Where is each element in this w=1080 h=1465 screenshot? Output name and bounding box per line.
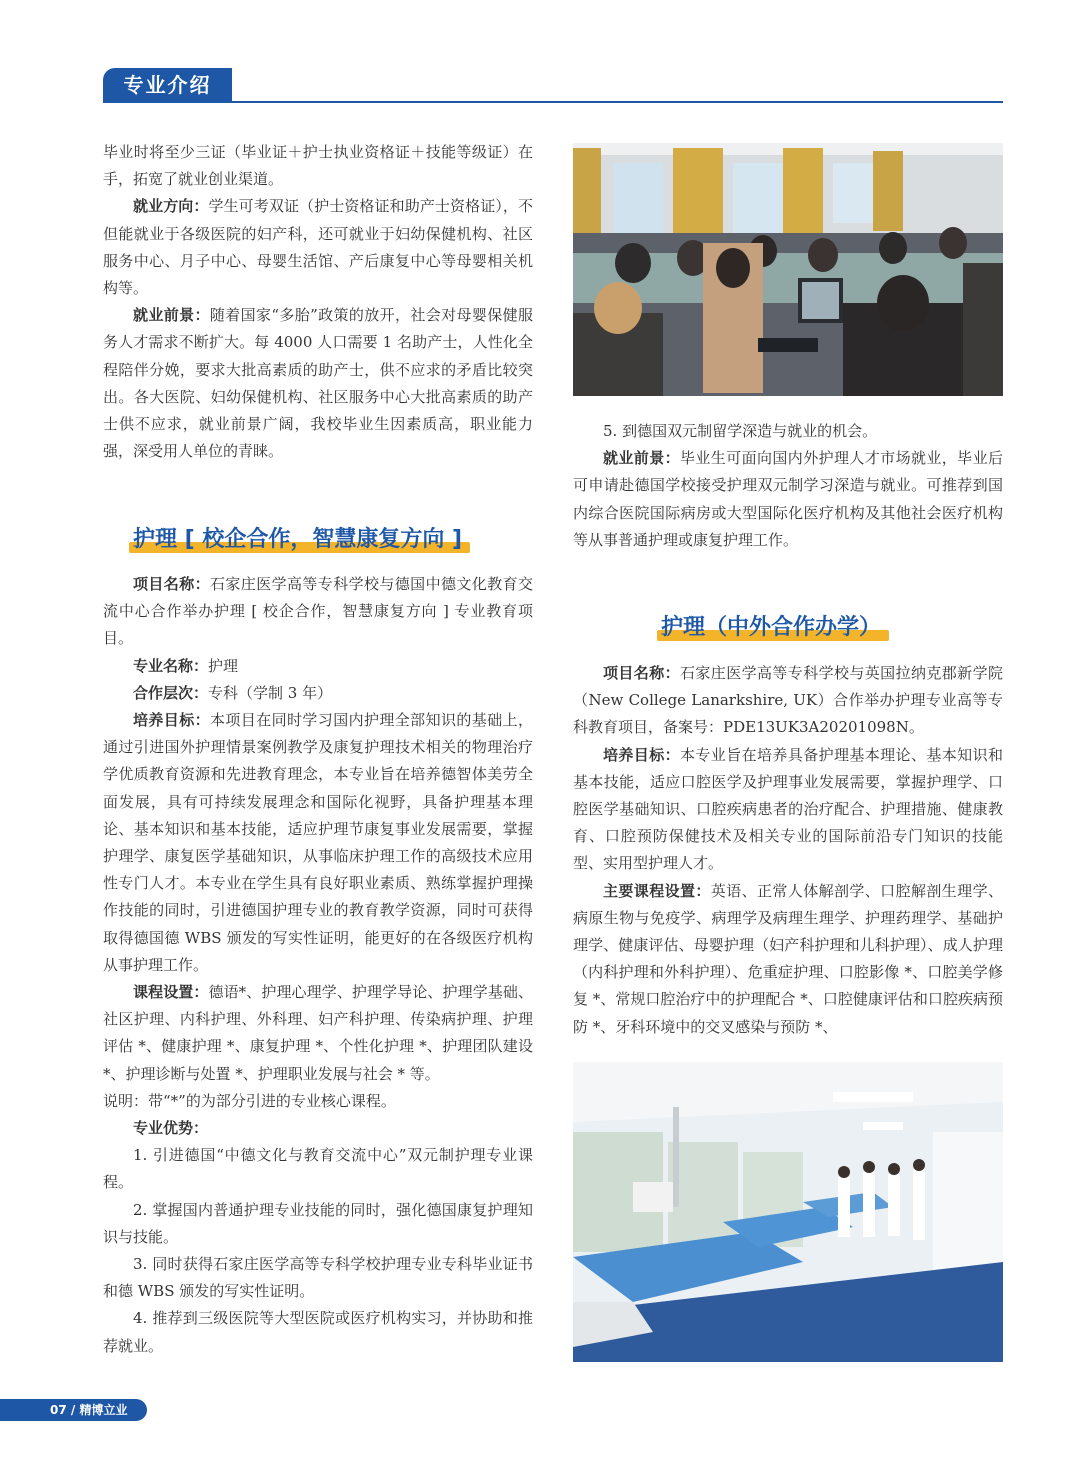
header-section-tab: 专业介绍 xyxy=(103,68,232,102)
advantage-item: 5. 到德国双元制留学深造与就业的机会。 xyxy=(603,422,878,440)
item-paragraph xyxy=(103,680,533,707)
intro-paragraph: 毕业时将至少三证（毕业证＋护士执业资格证＋技能等级证）在手，拓宽了就业创业渠道。 xyxy=(103,143,533,189)
advantages-heading xyxy=(103,1115,533,1142)
nursing-ward-photo-illustration xyxy=(573,1062,1003,1362)
item-paragraph xyxy=(103,979,533,1088)
paragraph-text: 学生可考双证（护士资格证和助产士资格证），不但能就业于各级医院的妇产科，还可就业于妇幼保健机构、社区服务中心、月子中心、母婴生活馆、产后康复中心等母婴相关机构等。 xyxy=(103,197,533,298)
item-text: 英语、正常人体解剖学、口腔解剖生理学、病原生物与免疫学、病理学及病理生理学、护理药理学、基础护理学、健康评估、母婴护理（妇产科护理和儿科护理）、成人护理（内科护理和外科护理）、危重症护理、口腔影像 *、口腔美学修复 *、常规口腔治疗中的护理配合 *、口腔健康评估和口腔疾病预防 *、牙科环境中的交叉感染与预防 *、 xyxy=(573,881,1003,1036)
item-paragraph xyxy=(103,571,533,653)
advantage-item: 4. 推荐到三级医院等大型医院或医疗机构实习，并协助和推荐就业。 xyxy=(103,1309,533,1355)
header-rule xyxy=(103,101,1003,103)
item-label: 项目名称： xyxy=(133,575,210,593)
item-label: 专业名称： xyxy=(133,656,209,675)
footer-page-label: 07 / 精博立业 xyxy=(0,1399,147,1421)
section1-body xyxy=(103,571,533,1360)
item-paragraph xyxy=(573,660,1003,742)
item-paragraph xyxy=(573,878,1003,1041)
item-label: 课程设置： xyxy=(133,983,209,1002)
section-title-text: 护理（中外合作办学） xyxy=(661,615,882,640)
classroom-photo-illustration xyxy=(573,143,1003,396)
item-text: 石家庄医学高等专科学校与英国拉纳克郡新学院（New College Lanarkshire, UK）合作举办护理专业高等专科教育项目，备案号：PDE13UK3A20201098N。 xyxy=(573,664,1003,737)
section-title-text: 护理 [ 校企合作，智慧康复方向 ] xyxy=(133,527,463,552)
section-title-nursing-rehab xyxy=(133,522,462,553)
item-label: 合作层次： xyxy=(133,683,209,702)
section-title-nursing-international xyxy=(661,610,881,641)
left-column-intro xyxy=(103,139,533,465)
item-text: 本专业旨在培养具备护理基本理论、基本知识和基本技能，适应口腔医学及护理事业发展需要，掌握护理学、口腔医学基础知识、口腔疾病患者的治疗配合、护理措施、健康教育、口腔预防保健技术及相关专业的国际前沿专门知识的技能型、实用型护理人才。 xyxy=(573,745,1003,873)
paragraph-text: 随着国家“多胎”政策的放开，社会对母婴保健服务人才需求不断扩大。每 4000 人口需要 1 名助产士，人性化全程陪伴分娩，要求大批高素质的助产士，供不应求的矛盾比较突出。各大医院、妇幼保健机构、社区服务中心大批高素质的助产士供不应求，就业前景广阔，我校毕业生因素质高，职业能力强，深受用人单位的青睐。 xyxy=(103,306,533,461)
item-paragraph xyxy=(103,653,533,680)
paragraph-label: 就业前景： xyxy=(133,306,210,325)
classroom-photo xyxy=(573,143,1003,396)
advantage-item: 3. 同时获得石家庄医学高等专科学校护理专业专科毕业证书和德 WBS 颁发的写实性证明。 xyxy=(103,1255,533,1301)
section1-continued xyxy=(573,418,1003,554)
item-paragraph xyxy=(573,742,1003,878)
paragraph-label: 就业方向： xyxy=(133,197,209,216)
course-note: 说明：带“*”的为部分引进的专业核心课程。 xyxy=(103,1091,396,1110)
item-label: 主要课程设置： xyxy=(603,881,711,900)
item-text: 护理 xyxy=(208,656,239,675)
employment-prospect-paragraph xyxy=(103,302,533,465)
item-label: 培养目标： xyxy=(133,711,210,730)
item-text: 专科（学制 3 年） xyxy=(208,683,333,702)
employment-prospect-paragraph xyxy=(573,445,1003,554)
item-label: 培养目标： xyxy=(603,745,680,764)
employment-direction-paragraph xyxy=(103,193,533,302)
paragraph-label: 就业前景： xyxy=(603,449,680,468)
item-text: 石家庄医学高等专科学校与德国中德文化教育交流中心合作举办护理 [ 校企合作，智慧康复方向 ] 专业教育项目。 xyxy=(103,575,533,648)
advantages-label: 专业优势： xyxy=(133,1119,209,1138)
paragraph-text: 毕业生可面向国内外护理人才市场就业，毕业后可申请赴德国学校接受护理双元制学习深造与就业。可推荐到国内综合医院国际病房或大型国际化医疗机构及其他社会医疗机构等从事普通护理或康复护理工作。 xyxy=(573,449,1003,549)
advantage-item: 2. 掌握国内普通护理专业技能的同时，强化德国康复护理知识与技能。 xyxy=(103,1200,533,1246)
item-paragraph xyxy=(103,707,533,979)
item-text: 本项目在同时学习国内护理全部知识的基础上，通过引进国外护理情景案例教学及康复护理技术相关的物理治疗学优质教育资源和先进教育理念，本专业旨在培养德智体美劳全面发展，具有可持续发展理念和国际化视野，具备护理基本理论、基本知识和基本技能，适应护理节康复事业发展需要，掌握护理学、康复医学基础知识，从事临床护理工作的高级技术应用性专门人才。本专业在学生具有良好职业素质、熟练掌握护理操作技能的同时，引进德国护理专业的教育教学资源，同时可获得取得德国德 WBS 颁发的写实性证明，能更好的在各级医疗机构从事护理工作。 xyxy=(103,711,533,974)
item-label: 项目名称： xyxy=(603,664,680,682)
item-text: 德语*、护理心理学、护理学导论、护理学基础、社区护理、内科护理、外科理、妇产科护理、传染病护理、护理评估 *、健康护理 *、康复护理 *、个性化护理 *、护理团队建设 *、护理诊断与处置 *、护理职业发展与社会 * 等。 xyxy=(103,983,533,1083)
section2-body xyxy=(573,660,1003,1041)
advantage-item: 1. 引进德国“中德文化与教育交流中心”双元制护理专业课程。 xyxy=(103,1146,533,1192)
nursing-ward-photo xyxy=(573,1062,1003,1362)
